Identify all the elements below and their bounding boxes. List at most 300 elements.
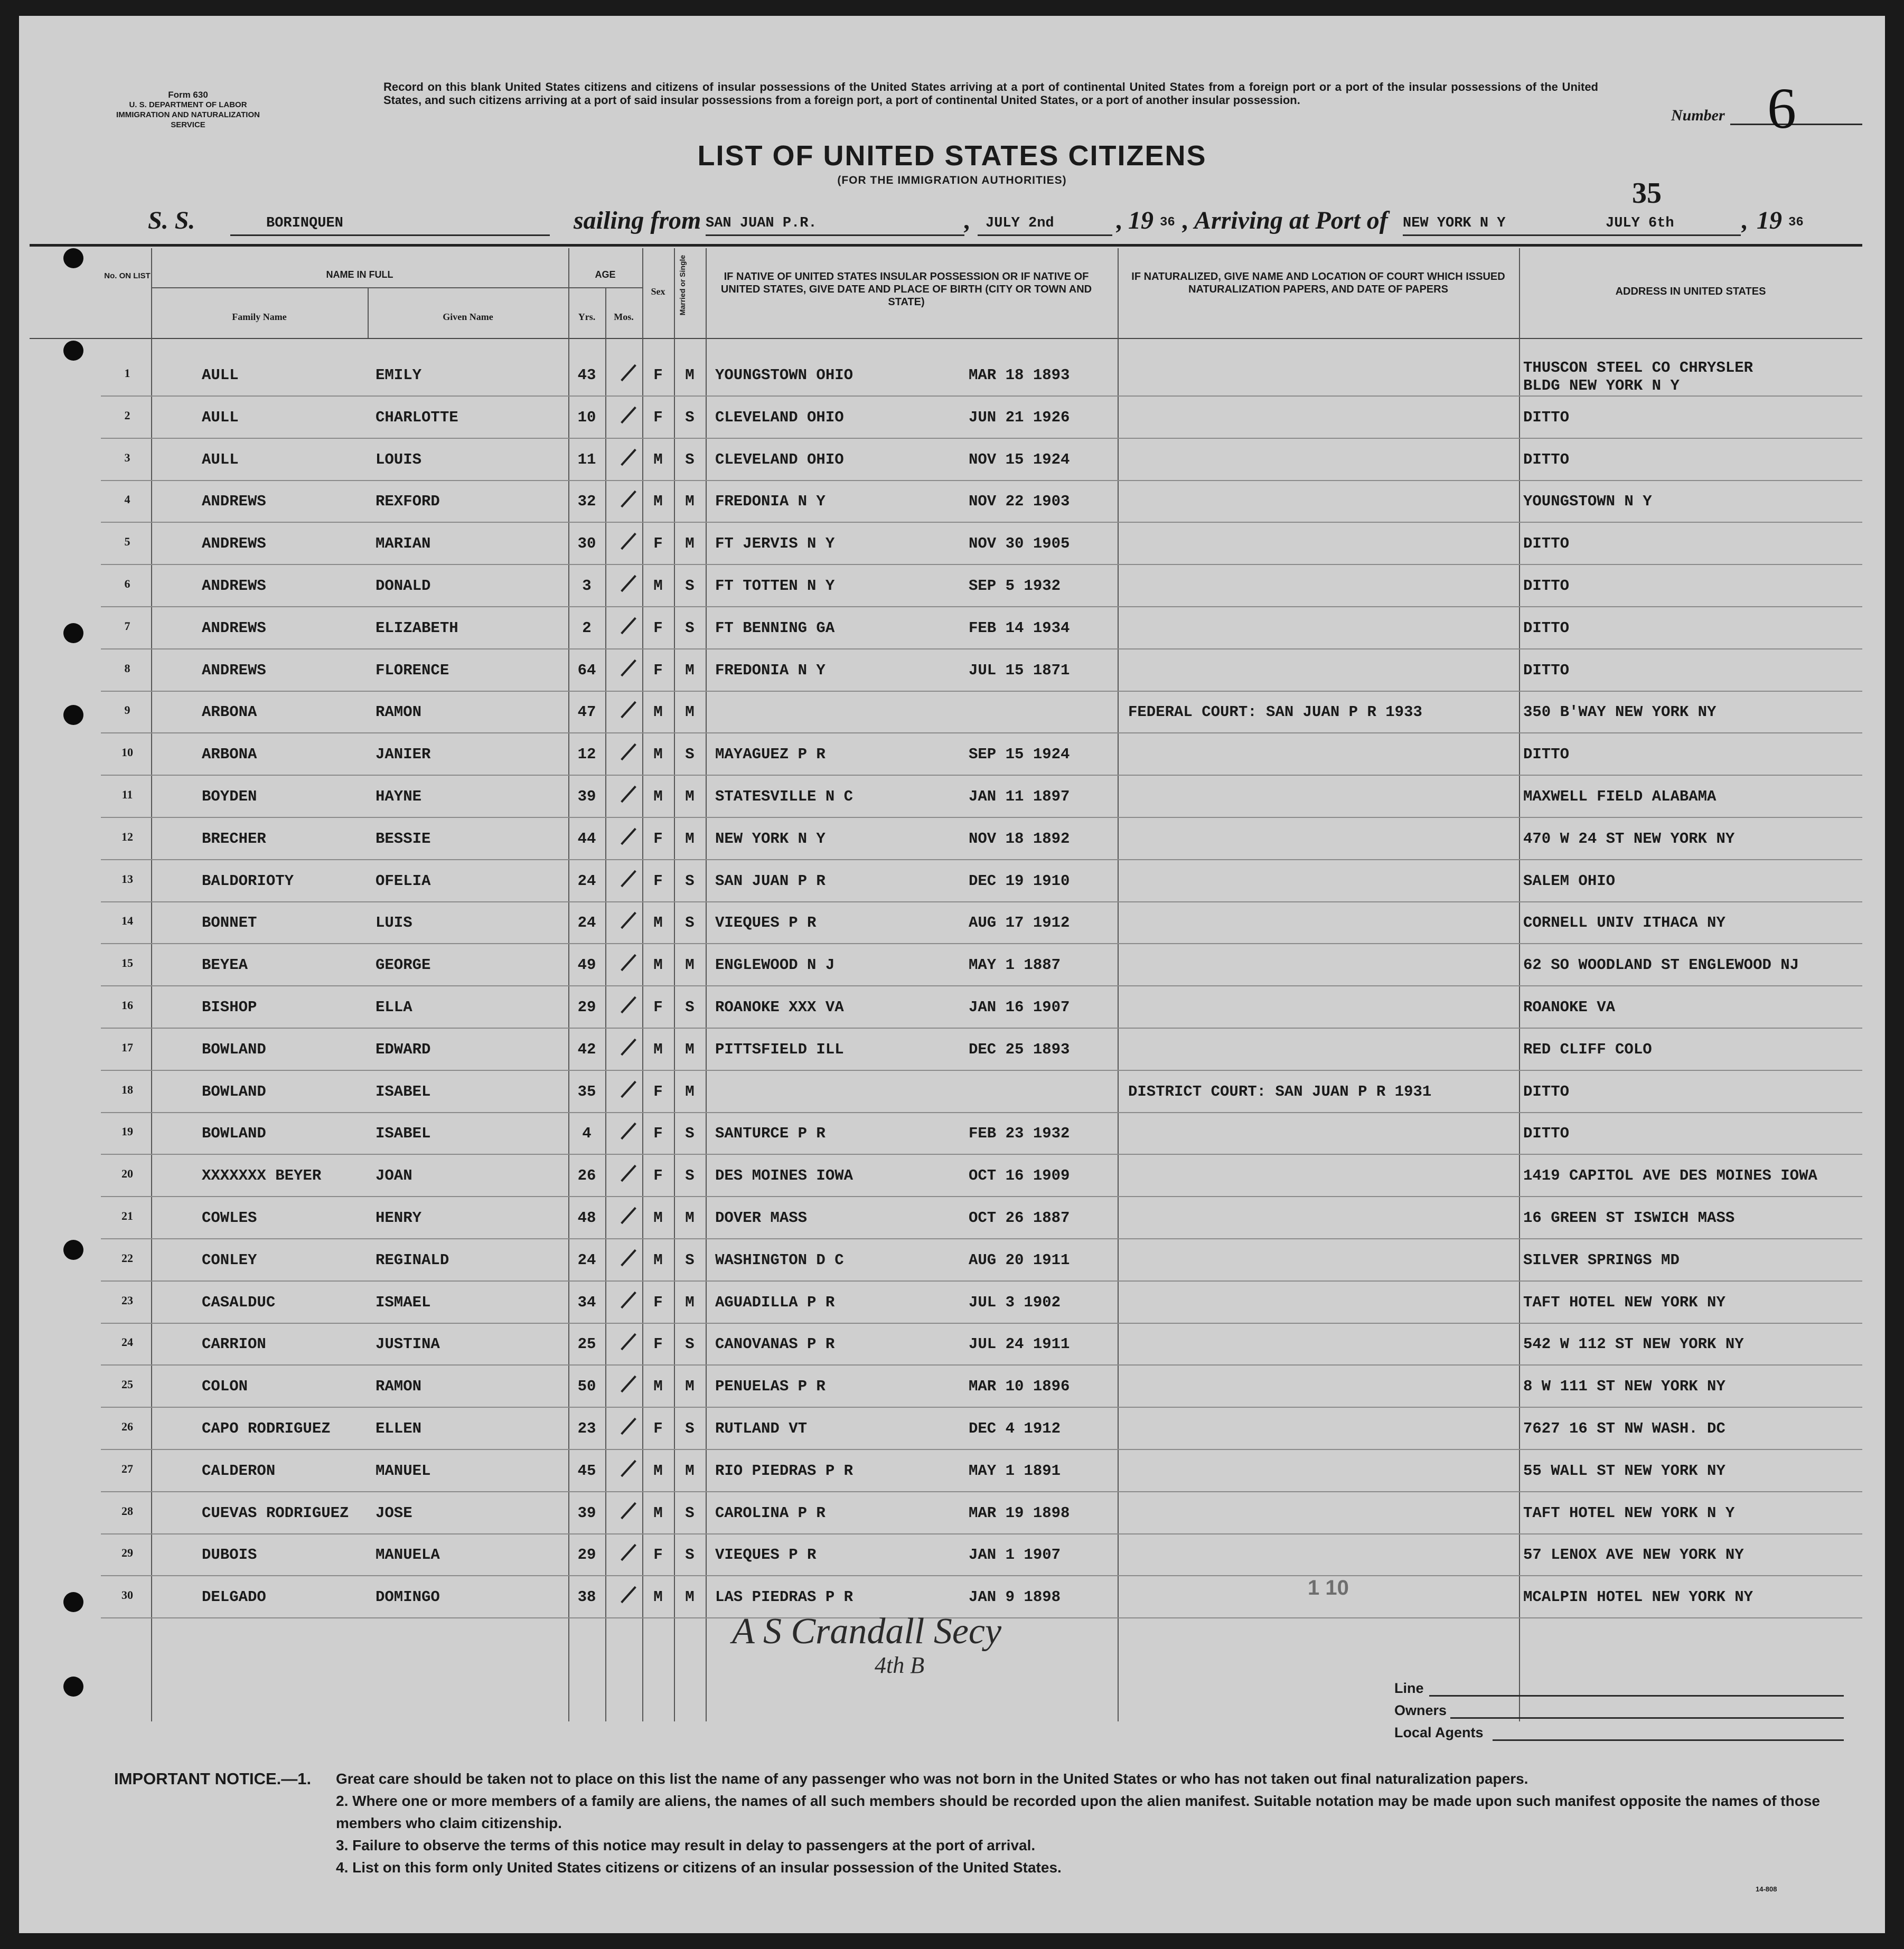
marital-status: S	[685, 1546, 695, 1564]
given-name: DOMINGO	[376, 1588, 440, 1606]
sex: M	[653, 746, 663, 764]
birth-place: RUTLAND VT	[715, 1420, 808, 1437]
age-years: 10	[577, 408, 596, 426]
birth-place: SAN JUAN P R	[715, 872, 826, 890]
punch-hole	[63, 1677, 83, 1697]
department-name: U. S. DEPARTMENT OF LABOR	[129, 100, 247, 109]
row-rule	[101, 1491, 1862, 1492]
marital-status: S	[685, 914, 695, 932]
check-mark	[621, 1502, 636, 1519]
col-married-single: Married or Single	[678, 255, 687, 316]
row-rule	[101, 691, 1862, 692]
depart-date: JULY 2nd	[986, 215, 1054, 231]
divider	[368, 287, 369, 338]
marital-status: S	[685, 1504, 695, 1522]
arriving-label: Arriving at Port of	[1194, 206, 1388, 234]
age-years: 30	[577, 535, 596, 553]
birth-place: ENGLEWOOD N J	[715, 956, 835, 974]
given-name: EMILY	[376, 366, 422, 384]
birth-date: NOV 18 1892	[969, 830, 1070, 848]
sex: F	[653, 1082, 663, 1100]
family-name: BONNET	[202, 914, 257, 932]
us-address: MCALPIN HOTEL NEW YORK NY	[1523, 1588, 1753, 1606]
list-number: 14	[121, 914, 133, 928]
table-row	[19, 1113, 1885, 1155]
signature-note: 4th B	[875, 1652, 925, 1678]
family-name: BEYEA	[202, 956, 248, 974]
row-rule	[101, 1323, 1862, 1324]
list-number: 15	[121, 956, 133, 970]
birth-date: JAN 11 1897	[969, 788, 1070, 805]
service-name: IMMIGRATION AND NATURALIZATION SERVICE	[116, 110, 260, 129]
us-address: 57 LENOX AVE NEW YORK NY	[1523, 1546, 1744, 1564]
age-years: 49	[577, 956, 596, 974]
birth-date: NOV 30 1905	[969, 535, 1070, 553]
birth-place: CLEVELAND OHIO	[715, 408, 844, 426]
birth-date: MAR 10 1896	[969, 1378, 1070, 1396]
birth-place: AGUADILLA P R	[715, 1293, 835, 1311]
age-years: 47	[577, 703, 596, 721]
family-name: BALDORIOTY	[202, 872, 294, 890]
age-years: 24	[577, 914, 596, 932]
manifest-number: 6	[1767, 76, 1796, 140]
marital-status: S	[685, 1125, 695, 1143]
family-name: CUEVAS RODRIGUEZ	[202, 1504, 349, 1522]
check-mark	[621, 364, 636, 381]
us-address: 1419 CAPITOL AVE DES MOINES IOWA	[1523, 1167, 1817, 1185]
marital-status: S	[685, 872, 695, 890]
birth-date: DEC 4 1912	[969, 1420, 1061, 1437]
birth-date: MAY 1 1891	[969, 1462, 1061, 1480]
birth-place: VIEQUES P R	[715, 914, 817, 932]
document-subtitle: (FOR THE IMMIGRATION AUTHORITIES)	[837, 174, 1067, 186]
check-mark	[621, 786, 636, 803]
us-address: DITTO	[1523, 577, 1570, 595]
list-number: 13	[121, 872, 133, 886]
us-address: DITTO	[1523, 535, 1570, 553]
row-rule	[101, 606, 1862, 607]
sex: F	[653, 1335, 663, 1353]
us-address: DITTO	[1523, 746, 1570, 764]
list-number: 10	[121, 746, 133, 759]
check-mark	[621, 659, 636, 676]
check-mark	[621, 1586, 636, 1603]
age-years: 29	[577, 999, 596, 1016]
ss-label: S. S.	[148, 206, 195, 234]
list-number: 16	[121, 999, 133, 1012]
birth-date: NOV 22 1903	[969, 493, 1070, 511]
given-name: JOAN	[376, 1167, 412, 1185]
given-name: HENRY	[376, 1209, 422, 1227]
birth-place: PENUELAS P R	[715, 1378, 826, 1396]
list-number: 25	[121, 1378, 133, 1391]
birth-place: DES MOINES IOWA	[715, 1167, 853, 1185]
birth-date: AUG 20 1911	[969, 1251, 1070, 1269]
document-title: LIST OF UNITED STATES CITIZENS	[697, 140, 1207, 172]
table-row	[19, 861, 1885, 902]
given-name: DONALD	[376, 577, 431, 595]
footer-code: 14-808	[1756, 1885, 1777, 1893]
table-row	[19, 1366, 1885, 1408]
family-name: AULL	[202, 408, 239, 426]
age-years: 35	[577, 1082, 596, 1100]
family-name: ANDREWS	[202, 535, 266, 553]
family-name: DUBOIS	[202, 1546, 257, 1564]
table-row	[19, 1071, 1885, 1113]
us-address: RED CLIFF COLO	[1523, 1040, 1652, 1058]
us-address: 62 SO WOODLAND ST ENGLEWOOD NJ	[1523, 956, 1799, 974]
marital-status: S	[685, 619, 695, 637]
form-identifier	[98, 90, 278, 130]
family-name: DELGADO	[202, 1588, 266, 1606]
row-rule	[101, 775, 1862, 776]
given-name: ISMAEL	[376, 1293, 431, 1311]
marital-status: M	[685, 1588, 695, 1606]
col-no: No. ON LIST	[104, 271, 151, 280]
table-row	[19, 355, 1885, 397]
birth-date: JUN 21 1926	[969, 408, 1070, 426]
row-rule	[101, 1533, 1862, 1534]
us-address: SILVER SPRINGS MD	[1523, 1251, 1680, 1269]
list-number: 2	[124, 408, 130, 422]
family-name: BOYDEN	[202, 788, 257, 805]
sex: F	[653, 408, 663, 426]
table-row	[19, 481, 1885, 523]
col-address: ADDRESS IN UNITED STATES	[1615, 286, 1766, 297]
age-years: 42	[577, 1040, 596, 1058]
to-port: NEW YORK N Y	[1403, 215, 1506, 231]
check-mark	[621, 448, 636, 465]
family-name: AULL	[202, 450, 239, 468]
birth-place: NEW YORK N Y	[715, 830, 826, 848]
col-family-name: Family Name	[232, 312, 287, 322]
notice-item: 4. List on this form only United States citizens or citizens of an insular possession of the United States.	[336, 1859, 1062, 1876]
check-mark	[621, 1418, 636, 1435]
row-rule	[101, 1449, 1862, 1450]
list-number: 6	[124, 577, 130, 590]
table-row	[19, 692, 1885, 733]
family-name: CASALDUC	[202, 1293, 276, 1311]
birth-place: SANTURCE P R	[715, 1125, 826, 1143]
age-years: 3	[582, 577, 592, 595]
col-naturalized: IF NATURALIZED, GIVE NAME AND LOCATION OF COURT WHICH ISSUED NATURALIZATION PAPERS, AND DATE OF PAPERS	[1131, 271, 1505, 295]
age-years: 26	[577, 1167, 596, 1185]
sex: M	[653, 1040, 663, 1058]
given-name: JUSTINA	[376, 1335, 440, 1353]
sex: M	[653, 1209, 663, 1227]
signature	[732, 1611, 1001, 1653]
local-agents-label: Local Agents	[1394, 1725, 1484, 1740]
row-rule	[101, 522, 1862, 523]
check-mark	[621, 617, 636, 634]
age-years: 24	[577, 1251, 596, 1269]
marital-status: M	[685, 535, 695, 553]
sex: M	[653, 450, 663, 468]
marital-status: S	[685, 999, 695, 1016]
us-address: CORNELL UNIV ITHACA NY	[1523, 914, 1725, 932]
family-name: CARRION	[202, 1335, 266, 1353]
marital-status: S	[685, 1420, 695, 1437]
ship-underline	[230, 234, 550, 236]
check-mark	[621, 912, 636, 929]
sex: M	[653, 577, 663, 595]
table-row	[19, 397, 1885, 439]
birth-date: JAN 1 1907	[969, 1546, 1061, 1564]
depart-date-underline	[978, 234, 1112, 236]
table-row	[19, 650, 1885, 692]
given-name: EDWARD	[376, 1040, 431, 1058]
sex: F	[653, 366, 663, 384]
table-row	[19, 1240, 1885, 1282]
table-row	[19, 1534, 1885, 1576]
birth-place: DOVER MASS	[715, 1209, 808, 1227]
table-row	[19, 945, 1885, 986]
age-years: 25	[577, 1335, 596, 1353]
table-row	[19, 1282, 1885, 1324]
given-name: REXFORD	[376, 493, 440, 511]
check-mark	[621, 1165, 636, 1182]
us-address: 16 GREEN ST ISWICH MASS	[1523, 1209, 1735, 1227]
given-name: MANUELA	[376, 1546, 440, 1564]
form-instructions: Record on this blank United States citizens and citizens of insular possessions of the United States arriving at a port of continental United States from a foreign port or a port of the insular possessions of the United States, and such citizens arriving at a port of said insular possessions from a foreign port, a port of continental United States, or a port of another insular possession.	[383, 80, 1598, 107]
to-underline	[1403, 234, 1741, 236]
check-mark	[621, 1291, 636, 1308]
check-mark	[621, 828, 636, 845]
col-yrs: Yrs.	[578, 312, 596, 322]
birth-date: DEC 25 1893	[969, 1040, 1070, 1058]
list-number: 24	[121, 1335, 133, 1349]
birth-date: JUL 15 1871	[969, 661, 1070, 679]
us-address-line2: BLDG NEW YORK N Y	[1523, 377, 1680, 394]
list-number: 21	[121, 1209, 133, 1222]
table-row	[19, 1029, 1885, 1071]
birth-place: CANOVANAS P R	[715, 1335, 835, 1353]
given-name: HAYNE	[376, 788, 422, 805]
us-address: 470 W 24 ST NEW YORK NY	[1523, 830, 1735, 848]
row-rule	[101, 396, 1862, 397]
age-years: 34	[577, 1293, 596, 1311]
marital-status: S	[685, 746, 695, 764]
list-number: 4	[124, 493, 130, 506]
family-name: ARBONA	[202, 703, 257, 721]
notice-item: 3. Failure to observe the terms of this notice may result in delay to passengers at the port of arrival.	[336, 1837, 1036, 1853]
list-number: 9	[124, 703, 130, 717]
sex: F	[653, 1420, 663, 1437]
list-number: 27	[121, 1462, 133, 1475]
given-name: LOUIS	[376, 450, 422, 468]
age-years: 12	[577, 746, 596, 764]
given-name: OFELIA	[376, 872, 431, 890]
col-sex: Sex	[651, 286, 665, 297]
col-age: AGE	[595, 269, 616, 280]
list-number: 19	[121, 1125, 133, 1138]
sex: M	[653, 1251, 663, 1269]
row-rule	[101, 1280, 1862, 1282]
marital-status: M	[685, 1378, 695, 1396]
us-address: TAFT HOTEL NEW YORK N Y	[1523, 1504, 1735, 1522]
check-mark	[621, 1249, 636, 1266]
owners-underline	[1450, 1717, 1844, 1719]
age-years: 64	[577, 661, 596, 679]
table-row	[19, 523, 1885, 565]
birth-date: FEB 14 1934	[969, 619, 1070, 637]
faint-stamp: 1 10	[1308, 1576, 1349, 1599]
sex: F	[653, 999, 663, 1016]
given-name: LUIS	[376, 914, 412, 932]
given-name: ISABEL	[376, 1082, 431, 1100]
marital-status: S	[685, 450, 695, 468]
birth-date: DEC 19 1910	[969, 872, 1070, 890]
us-address: THUSCON STEEL CO CHRYSLER	[1523, 359, 1753, 376]
col-given-name: Given Name	[443, 312, 493, 322]
given-name: REGINALD	[376, 1251, 449, 1269]
check-mark	[621, 1207, 636, 1224]
header-bottom-rule	[30, 338, 1862, 339]
marital-status: S	[685, 577, 695, 595]
age-years: 39	[577, 1504, 596, 1522]
birth-date: JUL 24 1911	[969, 1335, 1070, 1353]
voyage-line: S. S. BORINQUEN sailing from SAN JUAN P.R. , JULY 2nd , 19 36 , Arriving at Port of NEW YORK N Y JULY 6th , 19 36	[19, 204, 1885, 241]
given-name: BESSIE	[376, 830, 431, 848]
birth-date: FEB 23 1932	[969, 1125, 1070, 1143]
given-name: RAMON	[376, 703, 422, 721]
birth-place: RIO PIEDRAS P R	[715, 1462, 853, 1480]
punch-hole	[63, 248, 83, 268]
us-address: ROANOKE VA	[1523, 999, 1616, 1016]
list-number: 12	[121, 830, 133, 843]
sex: F	[653, 1293, 663, 1311]
birth-date: MAY 1 1887	[969, 956, 1061, 974]
age-years: 50	[577, 1378, 596, 1396]
family-name: BOWLAND	[202, 1125, 266, 1143]
birth-date: JAN 16 1907	[969, 999, 1070, 1016]
row-rule	[101, 1112, 1862, 1113]
sex: M	[653, 1588, 663, 1606]
local-agents-underline	[1493, 1739, 1844, 1741]
col-birth: IF NATIVE OF UNITED STATES INSULAR POSSESSION OR IF NATIVE OF UNITED STATES, GIVE DATE AND PLACE OF BIRTH (CITY OR TOWN AND STATE)	[720, 271, 1092, 308]
row-rule	[101, 859, 1862, 860]
marital-status: M	[685, 1082, 695, 1100]
us-address: 55 WALL ST NEW YORK NY	[1523, 1462, 1725, 1480]
arrive-date: JULY 6th	[1606, 215, 1674, 231]
signature-name: A S Crandall	[732, 1611, 925, 1652]
birth-date: SEP 15 1924	[969, 746, 1070, 764]
ship-name: BORINQUEN	[266, 215, 343, 231]
check-mark	[621, 533, 636, 550]
sex: M	[653, 1378, 663, 1396]
family-name: CAPO RODRIGUEZ	[202, 1420, 331, 1437]
row-rule	[101, 1407, 1862, 1408]
list-number: 20	[121, 1167, 133, 1181]
birth-place: WASHINGTON D C	[715, 1251, 844, 1269]
check-mark	[621, 575, 636, 592]
us-address: MAXWELL FIELD ALABAMA	[1523, 788, 1717, 805]
marital-status: M	[685, 366, 695, 384]
row-rule	[101, 901, 1862, 902]
table-row	[19, 1408, 1885, 1450]
row-rule	[101, 732, 1862, 733]
notice-title: IMPORTANT NOTICE.—1.	[114, 1769, 312, 1788]
marital-status: M	[685, 1040, 695, 1058]
sex: M	[653, 1462, 663, 1480]
birth-place: CLEVELAND OHIO	[715, 450, 844, 468]
list-number: 17	[121, 1040, 133, 1054]
list-number: 22	[121, 1251, 133, 1265]
given-name: MANUEL	[376, 1462, 431, 1480]
family-name: CALDERON	[202, 1462, 276, 1480]
age-years: 32	[577, 493, 596, 511]
row-rule	[101, 985, 1862, 986]
sex: M	[653, 703, 663, 721]
birth-place: CAROLINA P R	[715, 1504, 826, 1522]
marital-status: S	[685, 1335, 695, 1353]
column-header	[19, 248, 1885, 338]
check-mark	[621, 491, 636, 507]
us-address: DITTO	[1523, 408, 1570, 426]
sex: F	[653, 535, 663, 553]
marital-status: M	[685, 1209, 695, 1227]
family-name: ANDREWS	[202, 493, 266, 511]
us-address: DITTO	[1523, 1082, 1570, 1100]
row-rule	[101, 1575, 1862, 1576]
sex: F	[653, 1546, 663, 1564]
given-name: RAMON	[376, 1378, 422, 1396]
list-number: 26	[121, 1420, 133, 1433]
table-row	[19, 1198, 1885, 1239]
form-number: Form 630	[168, 90, 208, 100]
birth-date: OCT 26 1887	[969, 1209, 1070, 1227]
list-number: 28	[121, 1504, 133, 1518]
table-row	[19, 776, 1885, 818]
age-years: 38	[577, 1588, 596, 1606]
marital-status: M	[685, 703, 695, 721]
sailing-label: sailing from	[574, 206, 701, 234]
us-address: 542 W 112 ST NEW YORK NY	[1523, 1335, 1744, 1353]
birth-date: OCT 16 1909	[969, 1167, 1070, 1185]
birth-place: MAYAGUEZ P R	[715, 746, 826, 764]
us-address: TAFT HOTEL NEW YORK NY	[1523, 1293, 1725, 1311]
birth-place: VIEQUES P R	[715, 1546, 817, 1564]
notice-item: Great care should be taken not to place on this list the name of any passenger who was not born in the United States or who has not taken out final naturalization papers.	[336, 1771, 1528, 1787]
list-number: 18	[121, 1082, 133, 1096]
us-address: YOUNGSTOWN N Y	[1523, 493, 1652, 511]
list-number: 8	[124, 661, 130, 675]
check-mark	[621, 407, 636, 423]
birth-place: ROANOKE XXX VA	[715, 999, 844, 1016]
row-rule	[101, 943, 1862, 944]
table-row	[19, 902, 1885, 944]
birth-place: FT BENNING GA	[715, 619, 835, 637]
check-mark	[621, 743, 636, 760]
sex: F	[653, 1167, 663, 1185]
list-number: 3	[124, 450, 130, 464]
header-top-rule	[30, 244, 1862, 247]
marital-status: M	[685, 493, 695, 511]
given-name: ISABEL	[376, 1125, 431, 1143]
family-name: ANDREWS	[202, 577, 266, 595]
table-row	[19, 566, 1885, 607]
check-mark	[621, 1039, 636, 1056]
us-address: SALEM OHIO	[1523, 872, 1616, 890]
family-name: ANDREWS	[202, 661, 266, 679]
sex: M	[653, 914, 663, 932]
table-row	[19, 818, 1885, 860]
table-row	[19, 1451, 1885, 1492]
table-row	[19, 439, 1885, 481]
birth-place: LAS PIEDRAS P R	[715, 1588, 853, 1606]
list-number: 29	[121, 1546, 133, 1560]
manifest-page	[19, 16, 1885, 1933]
